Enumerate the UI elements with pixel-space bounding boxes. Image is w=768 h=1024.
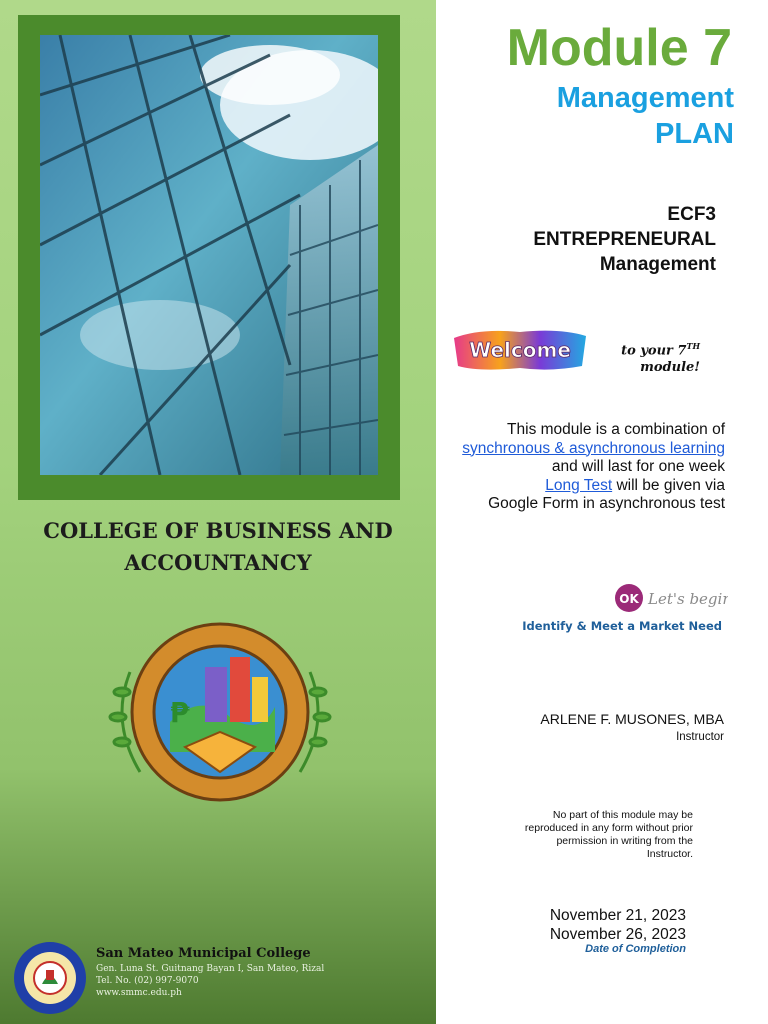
cba-logo-icon: [100, 612, 340, 812]
ok-badge-icon: OK: [619, 592, 639, 606]
welcome-note-prefix: to your 7: [621, 343, 687, 359]
course-name-line1: ENTREPRENEURAL: [533, 229, 716, 250]
welcome-badge-icon: [450, 326, 590, 374]
welcome-note-sup: TH: [686, 341, 700, 351]
module-intro: [462, 421, 725, 514]
copyright-line3: permission in writing from the: [556, 835, 693, 847]
college-title: [0, 515, 436, 579]
intro-line1: This module is a combination of: [507, 421, 725, 438]
module-subtitle: [557, 80, 734, 152]
school-website: www.smmc.edu.ph: [96, 988, 182, 998]
ok-lets-begin: [612, 583, 728, 613]
module-subtitle-line1: Management: [556, 82, 734, 114]
intro-line4-rest: will be given via: [612, 476, 725, 494]
module-dates: [550, 906, 686, 944]
welcome-note-suffix: module!: [640, 360, 700, 376]
completion-label: Date of Completion: [585, 943, 686, 955]
intro-line3: and will last for one week: [551, 458, 725, 475]
copyright-line4: Instructor.: [646, 848, 693, 860]
intro-link-long-test[interactable]: Long Test: [545, 476, 613, 494]
end-date: November 26, 2023: [549, 926, 686, 943]
copyright-notice: [525, 809, 693, 861]
building-photo: [40, 35, 378, 475]
module-subtitle-line2: PLAN: [655, 118, 734, 150]
school-address: Gen. Luna St. Guitnang Bayan I, San Mateo, Rizal: [96, 964, 325, 974]
copyright-line2: reproduced in any form without prior: [524, 822, 693, 834]
module-title: Module 7: [506, 19, 732, 77]
lets-begin-text: Let's begin: [648, 590, 728, 608]
course-name-line2: Management: [599, 254, 716, 275]
college-title-line2: ACCOUNTANCY: [124, 550, 312, 575]
instructor-name: ARLENE F. MUSONES, MBA: [540, 711, 724, 727]
school-info: [96, 946, 324, 999]
course-code: ECF3: [667, 204, 716, 225]
copyright-line1: No part of this module may be: [552, 809, 693, 821]
svg-text:₱: ₱: [170, 696, 190, 729]
instructor-role: Instructor: [676, 731, 724, 743]
school-phone: Tel. No. (02) 997-9070: [96, 976, 199, 986]
intro-line5: Google Form in asynchronous test: [488, 495, 725, 512]
course-heading: [533, 202, 716, 277]
college-title-line1: COLLEGE OF BUSINESS AND: [43, 518, 393, 543]
start-date: November 21, 2023: [549, 907, 686, 924]
school-name: San Mateo Municipal College: [96, 946, 311, 961]
smmc-seal-icon: [12, 940, 88, 1016]
welcome-note: [608, 338, 700, 376]
intro-link-learning[interactable]: synchronous & asynchronous learning: [462, 439, 725, 457]
photo-frame: [18, 15, 400, 500]
lesson-title: Identify & Meet a Market Need: [522, 619, 722, 633]
welcome-badge-text: Welcome: [469, 338, 571, 362]
